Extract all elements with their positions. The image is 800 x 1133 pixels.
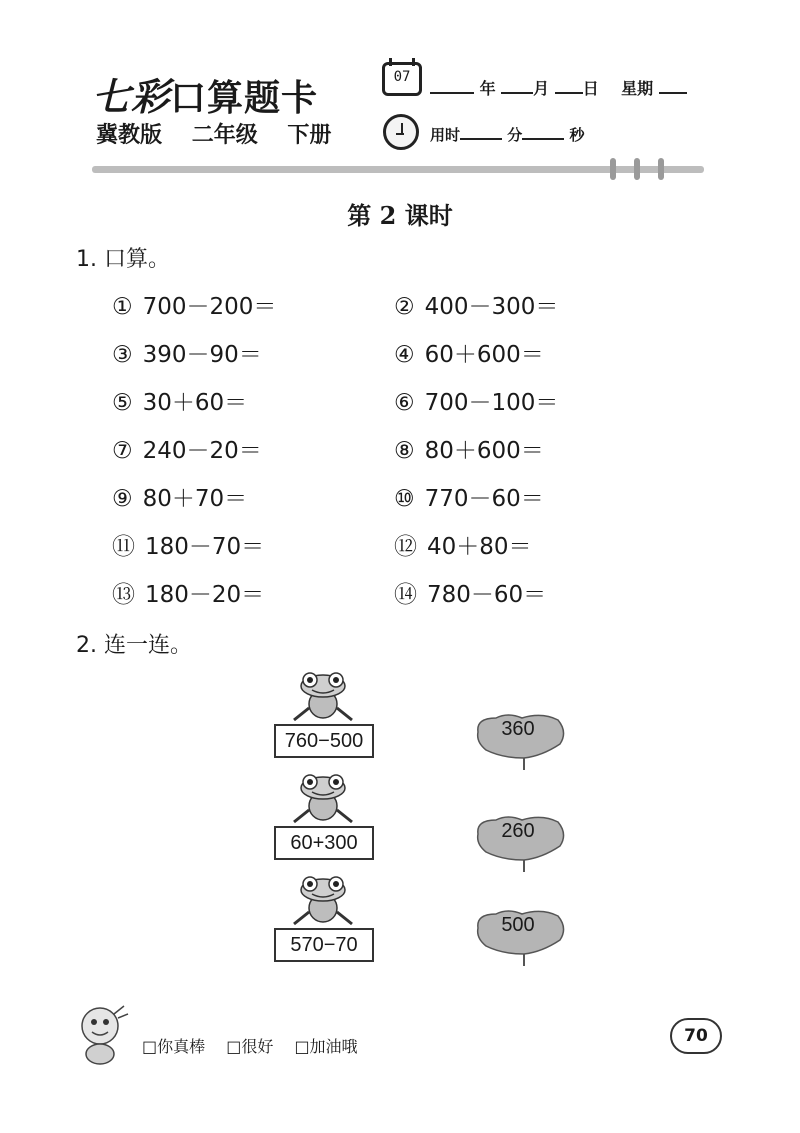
leaf-value-2: 260 (501, 820, 535, 842)
question-1-title: 1. 口算。 (76, 247, 170, 272)
edition: 冀教版 (96, 123, 163, 148)
day-blank[interactable] (555, 78, 583, 94)
frog-icon (290, 670, 356, 722)
frog-icon (290, 874, 356, 926)
problem-5: ⑤ 30＋60＝ (112, 390, 248, 416)
page-number: 70 (670, 1018, 722, 1054)
calendar-icon (382, 62, 422, 96)
leaf-value-1: 360 (501, 718, 535, 740)
problem-8: ⑧ 80＋600＝ (394, 438, 544, 464)
leaf-value-3: 500 (501, 914, 535, 936)
minutes-blank[interactable] (460, 124, 502, 140)
edition-line (96, 118, 353, 149)
grade: 二年级 (191, 123, 258, 148)
clock-icon (383, 114, 419, 150)
minutes-label: 分 (507, 126, 523, 144)
weekday-blank[interactable] (659, 78, 687, 94)
year-blank[interactable] (430, 78, 474, 94)
question-2-title: 2. 连一连。 (76, 633, 192, 658)
seconds-label: 秒 (569, 126, 585, 144)
problem-6: ⑥ 700－100＝ (394, 390, 559, 416)
problem-7: ⑦ 240－20＝ (112, 438, 262, 464)
problem-1: ① 700－200＝ (112, 294, 277, 320)
rating-keep-trying[interactable]: □加油哦 (294, 1037, 358, 1056)
problem-2: ② 400－300＝ (394, 294, 559, 320)
rating-great[interactable]: □你真棒 (142, 1037, 206, 1056)
time-fill-line (430, 124, 585, 145)
calendar-number: 07 (393, 69, 411, 85)
problem-10: ⑩ 770－60＝ (394, 486, 544, 512)
brand-qi: 七彩 (92, 74, 171, 119)
problem-14: ⑭ 780－60＝ (394, 582, 547, 608)
date-fill-line (430, 76, 687, 99)
problem-11: ⑪ 180－70＝ (112, 534, 265, 560)
day-label: 日 (582, 79, 599, 98)
problem-4: ④ 60＋600＝ (394, 342, 544, 368)
problem-9: ⑨ 80＋70＝ (112, 486, 248, 512)
problem-13: ⑬ 180－20＝ (112, 582, 265, 608)
frog-expression-1[interactable]: 760−500 (274, 724, 374, 758)
seconds-blank[interactable] (522, 124, 564, 140)
brand-rest: 口算题卡 (170, 78, 319, 119)
rating-good[interactable]: □很好 (226, 1037, 274, 1056)
weekday-label: 星期 (621, 79, 654, 98)
year-label: 年 (479, 79, 496, 98)
volume: 下册 (287, 123, 332, 148)
frog-icon (290, 772, 356, 824)
lesson-title: 第 2 课时 (347, 201, 453, 230)
month-blank[interactable] (501, 78, 533, 94)
problem-12: ⑫ 40＋80＝ (394, 534, 532, 560)
time-label: 用时 (430, 126, 461, 144)
problem-3: ③ 390－90＝ (112, 342, 262, 368)
mascot-icon (70, 1000, 134, 1066)
brand-title (92, 66, 318, 121)
month-label: 月 (533, 79, 550, 98)
divider-beads (606, 158, 670, 182)
frog-expression-3[interactable]: 570−70 (274, 928, 374, 962)
frog-expression-2[interactable]: 60+300 (274, 826, 374, 860)
self-rating (142, 1034, 374, 1057)
